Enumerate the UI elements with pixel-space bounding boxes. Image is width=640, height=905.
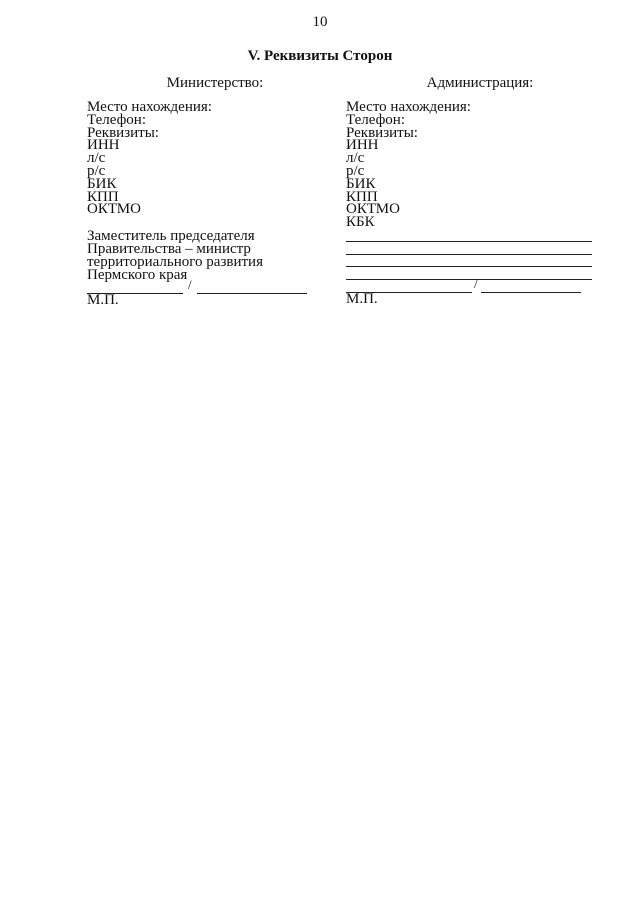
admin-kbk-label: КБК — [346, 214, 375, 231]
ministry-signature-line — [87, 293, 183, 294]
ministry-signature-row — [87, 277, 317, 294]
admin-inn-label: ИНН — [346, 137, 379, 154]
ministry-rs-label: р/с — [87, 162, 106, 179]
page-number: 10 — [312, 14, 328, 30]
admin-blank-line-3 — [346, 255, 596, 268]
ministry-address-label: Место нахождения: — [87, 99, 212, 115]
admin-kpp-label: КПП — [346, 188, 378, 205]
ministry-signature-slash: / — [188, 277, 192, 293]
ministry-details-column — [87, 101, 317, 307]
admin-address-label: Место нахождения: — [346, 99, 471, 115]
admin-rs-label: р/с — [346, 162, 365, 179]
section-title: V. Реквизиты Сторон — [247, 48, 393, 64]
administration-heading: Администрация: — [426, 75, 534, 91]
admin-signature-row — [346, 276, 596, 293]
admin-stamp-label: М.П. — [346, 290, 378, 307]
admin-signature-slash: / — [474, 276, 478, 292]
ministry-inn-label: ИНН — [87, 137, 120, 154]
ministry-name-line — [197, 293, 307, 294]
ministry-phone-label: Телефон: — [87, 111, 146, 128]
admin-blank-line-1 — [346, 229, 596, 242]
admin-blank-line-2 — [346, 242, 596, 255]
administration-details-column — [346, 101, 596, 306]
signatory-title-line-2: Правительства – министр — [87, 240, 251, 257]
ministry-heading: Министерство: — [166, 75, 264, 91]
signatory-title-line-1: Заместитель председателя — [87, 228, 255, 245]
admin-ls-label: л/с — [346, 150, 365, 167]
ministry-kpp-label: КПП — [87, 188, 119, 205]
admin-requisites-label: Реквизиты: — [346, 124, 418, 141]
admin-phone-label: Телефон: — [346, 111, 405, 128]
ministry-requisites-label: Реквизиты: — [87, 124, 159, 141]
ministry-stamp-label: М.П. — [87, 292, 119, 309]
admin-signature-line — [346, 292, 472, 293]
admin-name-line — [481, 292, 581, 293]
ministry-bik-label: БИК — [87, 175, 117, 192]
ministry-ls-label: л/с — [87, 150, 106, 167]
admin-blank-line-4 — [346, 267, 596, 280]
admin-oktmo-label: ОКТМО — [346, 201, 400, 218]
signatory-title-line-4: Пермского края — [87, 266, 188, 283]
admin-bik-label: БИК — [346, 175, 376, 192]
signatory-title-line-3: территориального развития — [87, 253, 263, 270]
ministry-oktmo-label: ОКТМО — [87, 201, 141, 218]
